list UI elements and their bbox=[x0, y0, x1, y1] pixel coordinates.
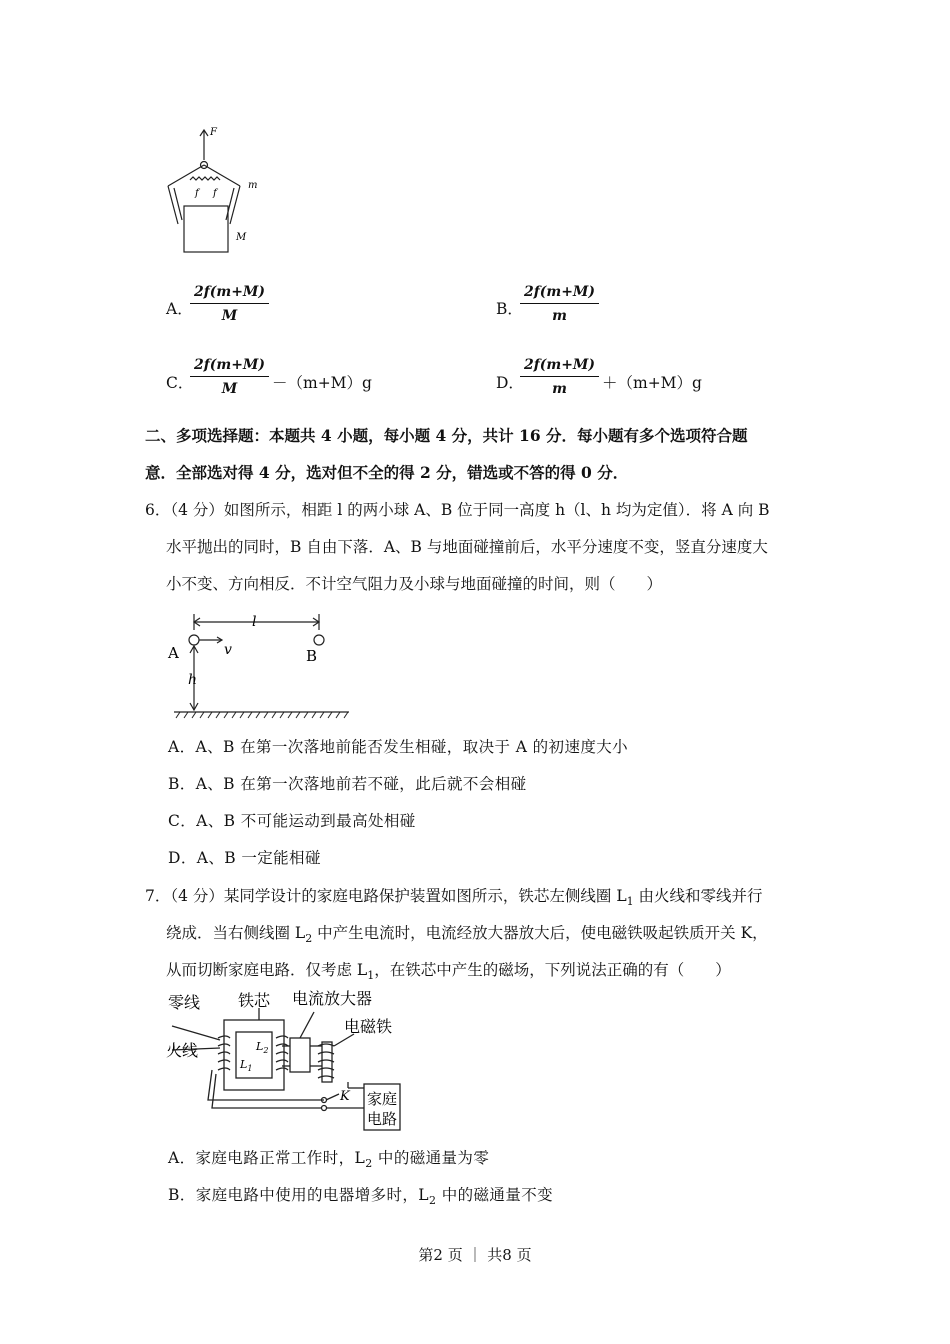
q7-option-a bbox=[168, 1146, 489, 1170]
q5-option-c-tail: －（m+M）g bbox=[272, 374, 372, 392]
q7-label-L1-sub: 1 bbox=[247, 1064, 253, 1073]
q7-label-L2-sub: 2 bbox=[263, 1046, 269, 1055]
q7-label-L1-main: L bbox=[240, 1058, 248, 1071]
q5-label-M: M bbox=[236, 232, 247, 243]
q7-option-a-sub: 2 bbox=[365, 1157, 373, 1171]
q5-option-a-den: M bbox=[221, 308, 238, 324]
q7-label-home2: 电路 bbox=[367, 1110, 398, 1128]
q5-label-m: m bbox=[248, 180, 258, 191]
q5-option-d-fraction bbox=[520, 357, 599, 397]
q5-label-f-right: f bbox=[213, 188, 217, 199]
q7-label-K: K bbox=[340, 1089, 350, 1104]
q7-option-b-text: B．家庭电路中使用的电器增多时，L bbox=[168, 1186, 429, 1204]
page-footer: 第2 页 ｜ 共8 页 bbox=[418, 1246, 532, 1264]
q5-option-b-num: 2f(m+M) bbox=[520, 284, 599, 304]
q5-option-a-num: 2f(m+M) bbox=[190, 284, 269, 304]
q7-label-L2-main: L bbox=[256, 1040, 264, 1053]
q5-option-d-tail: ＋（m+M）g bbox=[602, 374, 702, 392]
q7-stem-line3 bbox=[166, 958, 731, 982]
q5-figure bbox=[160, 124, 270, 254]
q6-label-l: l bbox=[252, 614, 257, 630]
section2-heading-line2: 意．全部选对得 4 分，选对但不全的得 2 分，错选或不答的得 0 分． bbox=[145, 463, 629, 482]
q5-option-d-den: m bbox=[552, 381, 567, 397]
q5-option-b-den: m bbox=[552, 308, 567, 324]
q6-label-A: A bbox=[168, 644, 179, 662]
q7-label-home1: 家庭 bbox=[367, 1090, 398, 1108]
section2-heading-line1: 二、多项选择题：本题共 4 小题，每小题 4 分，共计 16 分．每小题有多个选项符合题 bbox=[145, 426, 748, 445]
q6-option-a: A．A、B 在第一次落地前能否发生相碰，取决于 A 的初速度大小 bbox=[168, 738, 629, 756]
q7-stem3-text: 从而切断家庭电路．仅考虑 L bbox=[166, 961, 368, 979]
q7-label-L1 bbox=[239, 1058, 252, 1073]
q7-stem-line1 bbox=[145, 884, 763, 908]
q7-stem1-sub: 1 bbox=[626, 895, 634, 909]
q7-option-b-end: 中的磁通量不变 bbox=[436, 1186, 554, 1204]
q6-label-v: v bbox=[224, 642, 232, 658]
q7-option-a-end: 中的磁通量为零 bbox=[372, 1149, 490, 1167]
q6-option-b: B．A、B 在第一次落地前若不碰，此后就不会相碰 bbox=[168, 775, 527, 793]
q5-option-c-den: M bbox=[221, 381, 238, 397]
q7-label-fire-line: 火线 bbox=[166, 1041, 199, 1060]
q7-label-L2 bbox=[255, 1040, 268, 1055]
q7-label-amplifier: 电流放大器 bbox=[292, 989, 373, 1008]
q5-option-d-label: D． bbox=[496, 374, 524, 392]
q7-label-zero-line: 零线 bbox=[168, 993, 201, 1012]
q5-option-b-label: B． bbox=[496, 300, 523, 318]
q6-stem-line2: 水平抛出的同时，B 自由下落．A、B 与地面碰撞前后，水平分速度不变，竖直分速度大 bbox=[166, 538, 768, 556]
q7-stem3-sub: 1 bbox=[367, 969, 375, 983]
q5-option-c-fraction bbox=[190, 357, 269, 397]
q5-option-a-label: A． bbox=[166, 300, 193, 318]
q7-stem2-sub: 2 bbox=[305, 932, 313, 946]
q6-figure bbox=[164, 608, 354, 720]
q7-label-iron-core: 铁芯 bbox=[238, 991, 271, 1010]
q6-label-B: B bbox=[306, 647, 318, 665]
q5-label-f-left: f bbox=[195, 188, 199, 199]
q6-option-c: C．A、B 不可能运动到最高处相碰 bbox=[168, 812, 416, 830]
q5-option-c-label: C． bbox=[166, 374, 194, 392]
q7-stem-line2 bbox=[166, 921, 768, 945]
q7-option-b bbox=[168, 1183, 553, 1207]
q6-stem-line3: 小不变、方向相反．不计空气阻力及小球与地面碰撞的时间，则（ ） bbox=[166, 575, 663, 593]
q7-stem2-text: 绕成．当右侧线圈 L bbox=[166, 924, 306, 942]
q5-option-a-fraction bbox=[190, 284, 269, 324]
q7-stem2-end: 中产生电流时，电流经放大器放大后，使电磁铁吸起铁质开关 K， bbox=[312, 924, 768, 942]
q6-option-d: D．A、B 一定能相碰 bbox=[168, 849, 321, 867]
q7-option-b-sub: 2 bbox=[428, 1194, 437, 1208]
q7-stem1-end: 由火线和零线并行 bbox=[633, 887, 763, 905]
q5-option-c-num: 2f(m+M) bbox=[190, 357, 269, 377]
q7-option-a-text: A．家庭电路正常工作时，L bbox=[168, 1149, 366, 1167]
q5-label-F: F bbox=[210, 127, 217, 138]
q6-stem-line1: 6．（4 分）如图所示，相距 l 的两小球 A、B 位于同一高度 h（l、h 均为定值）．将 A 向 B bbox=[145, 501, 770, 519]
q7-label-electromagnet: 电磁铁 bbox=[344, 1017, 393, 1036]
q6-label-h: h bbox=[188, 672, 198, 688]
q5-option-b-fraction bbox=[520, 284, 599, 324]
q7-stem1-text: 7．（4 分）某同学设计的家庭电路保护装置如图所示，铁芯左侧线圈 L bbox=[145, 887, 627, 905]
q7-circuit-figure bbox=[164, 988, 404, 1133]
q7-stem3-end: ，在铁芯中产生的磁场，下列说法正确的有（ ） bbox=[374, 961, 731, 979]
q5-option-d-num: 2f(m+M) bbox=[520, 357, 599, 377]
